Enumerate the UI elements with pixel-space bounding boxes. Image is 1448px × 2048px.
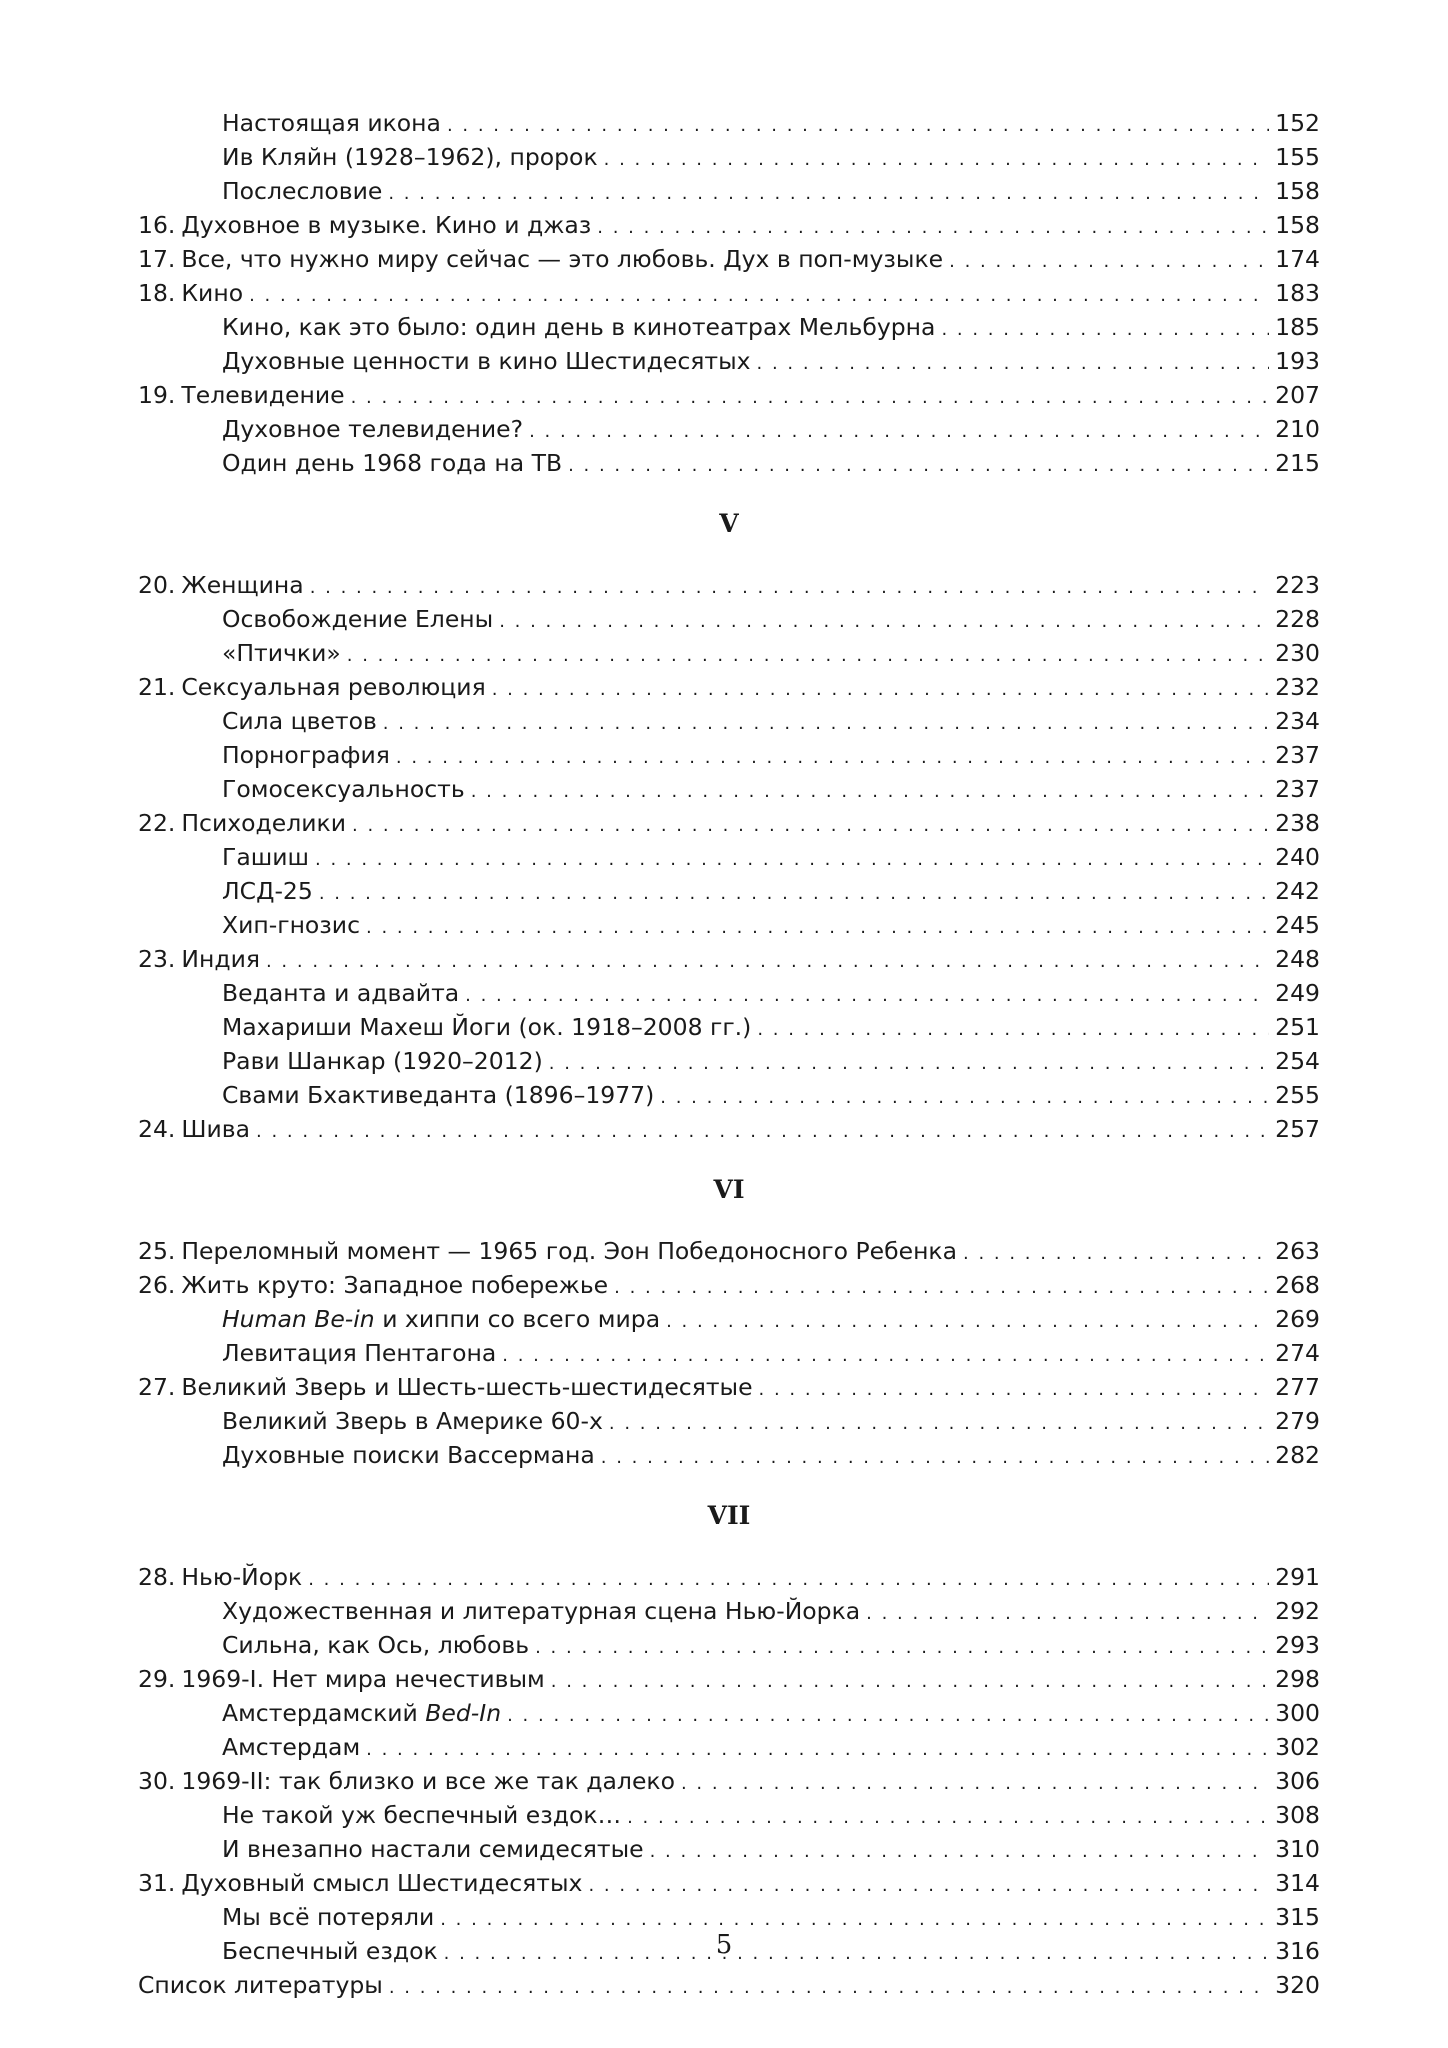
dot-leader [471, 775, 1269, 806]
entry-title [175, 1268, 608, 1302]
entry-title [222, 636, 341, 670]
dot-leader [319, 877, 1269, 908]
dot-leader [551, 1665, 1269, 1696]
part-heading: V [719, 509, 739, 538]
chapter-number: 21. [138, 673, 176, 701]
page-ref: 228 [1275, 605, 1320, 633]
page-ref: 158 [1275, 211, 1320, 239]
toc-subentry[interactable] [138, 1696, 1320, 1730]
dot-leader [389, 1971, 1269, 2002]
page-ref: 310 [1275, 1835, 1320, 1863]
page-ref: 274 [1275, 1339, 1320, 1367]
entry-title-text: Психоделики [181, 809, 346, 837]
entry-title [175, 942, 260, 976]
entry-title-text: Переломный момент — 1965 год. Эон Победоносного Ребенка [181, 1237, 958, 1265]
toc-entry[interactable] [138, 1662, 1320, 1696]
page-ref: 269 [1275, 1305, 1320, 1333]
entry-title [138, 1968, 383, 2002]
page-ref: 232 [1275, 673, 1320, 701]
entry-title-text: 1969-II: так близко и все же так далеко [181, 1767, 675, 1795]
entry-title-text: Освобождение Елены [222, 605, 494, 633]
dot-leader [447, 109, 1269, 140]
toc-entry[interactable] [138, 1112, 1320, 1146]
page-ref: 237 [1275, 775, 1320, 803]
entry-title [222, 412, 523, 446]
page-ref: 282 [1275, 1441, 1320, 1469]
toc-subentry[interactable] [138, 1336, 1320, 1370]
toc-subentry[interactable] [138, 344, 1320, 378]
dot-leader [949, 245, 1269, 276]
entry-title [175, 276, 243, 310]
toc-subentry[interactable] [138, 1438, 1320, 1472]
dot-leader [499, 605, 1269, 636]
toc-entry[interactable] [138, 1866, 1320, 1900]
toc-entry[interactable] [138, 806, 1320, 840]
page-ref: 223 [1275, 571, 1320, 599]
entry-title [222, 1628, 529, 1662]
page-ref: 257 [1275, 1115, 1320, 1143]
entry-title-text: Веданта и адвайта [222, 979, 460, 1007]
toc-subentry[interactable] [138, 1900, 1320, 1934]
page-ref: 152 [1275, 109, 1320, 137]
entry-title-text: Духовный смысл Шестидесятых [181, 1869, 583, 1897]
page-ref: 185 [1275, 313, 1320, 341]
toc-subentry[interactable] [138, 636, 1320, 670]
dot-leader [666, 1305, 1269, 1336]
chapter-number: 27. [138, 1373, 176, 1401]
dot-leader [308, 1563, 1269, 1594]
page-ref: 242 [1275, 877, 1320, 905]
entry-title [222, 874, 313, 908]
entry-title [222, 310, 935, 344]
page-ref: 238 [1275, 809, 1320, 837]
toc-subentry[interactable] [138, 1628, 1320, 1662]
dot-leader [266, 945, 1269, 976]
page-ref: 215 [1275, 449, 1320, 477]
entry-title [222, 1438, 595, 1472]
dot-leader [549, 1047, 1269, 1078]
entry-title [222, 976, 459, 1010]
entry-title-text: Телевидение [181, 381, 345, 409]
entry-title-text: Великий Зверь в Америке 60-х [222, 1407, 603, 1435]
entry-title-text: Свами Бхактиведанта (1896–1977) [222, 1081, 655, 1109]
toc-subentry[interactable] [138, 412, 1320, 446]
entry-title-text: Духовное телевидение? [222, 415, 524, 443]
entry-title [222, 1044, 543, 1078]
toc-subentry[interactable] [138, 602, 1320, 636]
entry-title-text: Левитация Пентагона [222, 1339, 497, 1367]
toc-subentry[interactable] [138, 174, 1320, 208]
entry-title [175, 670, 485, 704]
chapter-number: 26. [138, 1271, 176, 1299]
dot-leader [492, 673, 1269, 704]
page-ref: 308 [1275, 1801, 1320, 1829]
page-ref: 315 [1275, 1903, 1320, 1931]
dot-leader [351, 381, 1270, 412]
entry-title [222, 840, 309, 874]
chapter-number: 25. [138, 1237, 176, 1265]
entry-title-text: Беспечный ездок [222, 1937, 438, 1965]
toc-subentry[interactable] [138, 840, 1320, 874]
entry-title-text: Кино [181, 279, 244, 307]
entry-title-text: Хип-гнозис [222, 911, 360, 939]
entry-title [222, 106, 441, 140]
entry-title-text: Амстердам [222, 1733, 361, 1761]
dot-leader [396, 741, 1269, 772]
table-of-contents [138, 106, 1320, 2002]
entry-title [175, 568, 303, 602]
page-ref: 254 [1275, 1047, 1320, 1075]
entry-title-text: И внезапно настали семидесятые [222, 1835, 644, 1863]
entry-title-text: Порнография [222, 741, 390, 769]
entry-title-text: Женщина [181, 571, 304, 599]
dot-leader [601, 1441, 1269, 1472]
entry-title-text: Рави Шанкар (1920–2012) [222, 1047, 543, 1075]
toc-subentry[interactable] [138, 106, 1320, 140]
chapter-number: 23. [138, 945, 176, 973]
page-ref: 292 [1275, 1597, 1320, 1625]
page-ref: 251 [1275, 1013, 1320, 1041]
page-ref: 158 [1275, 177, 1320, 205]
dot-leader [366, 1733, 1269, 1764]
entry-title [222, 174, 382, 208]
page-ref: 230 [1275, 639, 1320, 667]
toc-entry[interactable] [138, 568, 1320, 602]
entry-title [175, 1764, 675, 1798]
dot-leader [650, 1835, 1270, 1866]
chapter-number: 31. [138, 1869, 176, 1897]
page-ref: 291 [1275, 1563, 1320, 1591]
dot-leader [588, 1869, 1269, 1900]
entry-title [175, 1662, 544, 1696]
entry-title-text: Ив Кляйн (1928–1962), пророк [222, 143, 598, 171]
entry-title-text: Гашиш [222, 843, 310, 871]
toc-subentry[interactable] [138, 446, 1320, 480]
page-ref: 277 [1275, 1373, 1320, 1401]
toc-subentry[interactable] [138, 1404, 1320, 1438]
entry-title [222, 1078, 654, 1112]
dot-leader [614, 1271, 1269, 1302]
entry-title [175, 378, 344, 412]
entry-title [222, 1594, 860, 1628]
entry-title [222, 1798, 621, 1832]
dot-leader [502, 1339, 1269, 1370]
page-ref: 268 [1275, 1271, 1320, 1299]
entry-title [222, 704, 377, 738]
dot-leader [310, 571, 1269, 602]
chapter-number: 19. [138, 381, 176, 409]
entry-title [222, 446, 562, 480]
dot-leader [535, 1631, 1269, 1662]
page-ref: 249 [1275, 979, 1320, 1007]
chapter-number: 18. [138, 279, 176, 307]
toc-subentry[interactable] [138, 772, 1320, 806]
dot-leader [568, 449, 1269, 480]
dot-leader [604, 143, 1270, 174]
entry-title [175, 1370, 752, 1404]
page-ref: 255 [1275, 1081, 1320, 1109]
chapter-number: 20. [138, 571, 176, 599]
dot-leader [366, 911, 1269, 942]
entry-title [175, 1234, 957, 1268]
dot-leader [256, 1115, 1269, 1146]
toc-subentry[interactable] [138, 874, 1320, 908]
page-ref: 248 [1275, 945, 1320, 973]
dot-leader [383, 707, 1269, 738]
entry-title-text: ЛСД-25 [222, 877, 313, 905]
toc-subentry[interactable] [138, 310, 1320, 344]
toc-entry[interactable] [138, 1370, 1320, 1404]
dot-leader [660, 1081, 1269, 1112]
toc-entry[interactable] [138, 378, 1320, 412]
toc-entry[interactable] [138, 208, 1320, 242]
entry-title [222, 1010, 751, 1044]
entry-title-text: 1969-I. Нет мира нечестивым [181, 1665, 545, 1693]
dot-leader [347, 639, 1269, 670]
entry-title-text: Амстердамский [222, 1699, 426, 1727]
entry-title [222, 1404, 603, 1438]
entry-title-text: Гомосексуальность [222, 775, 465, 803]
entry-title [222, 908, 360, 942]
entry-title-text: Сильна, как Ось, любовь [222, 1631, 530, 1659]
dot-leader [941, 313, 1269, 344]
dot-leader [681, 1767, 1269, 1798]
toc-entry[interactable] [138, 1560, 1320, 1594]
part-heading: VI [713, 1175, 745, 1204]
page-ref: 183 [1275, 279, 1320, 307]
page-ref: 298 [1275, 1665, 1320, 1693]
chapter-number: 24. [138, 1115, 176, 1143]
page-ref: 210 [1275, 415, 1320, 443]
chapter-number: 16. [138, 211, 176, 239]
page-ref: 245 [1275, 911, 1320, 939]
entry-title-text: Не такой уж беспечный ездок… [222, 1801, 622, 1829]
toc-entry[interactable] [138, 1968, 1320, 2002]
entry-title [222, 140, 598, 174]
toc-subentry[interactable] [138, 1798, 1320, 1832]
entry-title-text: Мы всё потеряли [222, 1903, 435, 1931]
entry-title [222, 344, 751, 378]
entry-title [175, 208, 591, 242]
page-ref: 193 [1275, 347, 1320, 375]
entry-title-italic: Bed-In [425, 1699, 502, 1727]
page-ref: 293 [1275, 1631, 1320, 1659]
dot-leader [388, 177, 1269, 208]
page-ref: 237 [1275, 741, 1320, 769]
entry-title [175, 806, 346, 840]
entry-title-text: Сила цветов [222, 707, 377, 735]
entry-title-text: Духовные ценности в кино Шестидесятых [222, 347, 751, 375]
page-ref: 174 [1275, 245, 1320, 273]
toc-subentry[interactable] [138, 1302, 1320, 1336]
entry-title [222, 1832, 644, 1866]
page-ref: 263 [1275, 1237, 1320, 1265]
dot-leader [249, 279, 1269, 310]
toc-entry[interactable] [138, 1268, 1320, 1302]
entry-title [222, 1302, 660, 1336]
toc-entry[interactable] [138, 276, 1320, 310]
entry-title [222, 1696, 501, 1730]
toc-subentry[interactable] [138, 140, 1320, 174]
chapter-number: 30. [138, 1767, 176, 1795]
entry-title-text: Великий Зверь и Шесть-шесть-шестидесятые [181, 1373, 753, 1401]
part-heading: VII [707, 1501, 751, 1530]
entry-title-text: Махариши Махеш Йоги (ок. 1918–2008 гг.) [222, 1013, 752, 1041]
toc-subentry[interactable] [138, 1730, 1320, 1764]
dot-leader [315, 843, 1269, 874]
entry-title-text: Кино, как это было: один день в кинотеатрах Мельбурна [222, 313, 936, 341]
toc-subentry[interactable] [138, 1078, 1320, 1112]
dot-leader [597, 211, 1269, 242]
page-ref: 207 [1275, 381, 1320, 409]
dot-leader [757, 1013, 1269, 1044]
dot-leader [609, 1407, 1269, 1438]
entry-title-text: Нью-Йорк [181, 1563, 303, 1591]
page-ref: 306 [1275, 1767, 1320, 1795]
toc-subentry[interactable] [138, 1832, 1320, 1866]
entry-title-text: Духовные поиски Вассермана [222, 1441, 595, 1469]
page-number: 5 [715, 1930, 733, 1960]
chapter-number: 22. [138, 809, 176, 837]
entry-title [175, 1112, 250, 1146]
entry-title [175, 242, 943, 276]
toc-subentry[interactable] [138, 1044, 1320, 1078]
toc-entry[interactable] [138, 1234, 1320, 1268]
toc-entry[interactable] [138, 1764, 1320, 1798]
dot-leader [465, 979, 1269, 1010]
entry-title-text: Духовное в музыке. Кино и джаз [181, 211, 592, 239]
entry-title-text: Художественная и литературная сцена Нью-Йорка [222, 1597, 861, 1625]
toc-subentry[interactable] [138, 1594, 1320, 1628]
dot-leader [507, 1699, 1269, 1730]
chapter-number: 29. [138, 1665, 176, 1693]
entry-title [222, 1336, 496, 1370]
entry-title [222, 602, 493, 636]
page-ref: 316 [1275, 1937, 1320, 1965]
entry-title-text: Индия [181, 945, 260, 973]
entry-title-text: Один день 1968 года на ТВ [222, 449, 563, 477]
dot-leader [352, 809, 1269, 840]
toc-subentry[interactable] [138, 976, 1320, 1010]
page-ref: 300 [1275, 1699, 1320, 1727]
dot-leader [759, 1373, 1270, 1404]
entry-title-text: и хиппи со всего мира [374, 1305, 661, 1333]
entry-title-text: Список литературы [138, 1971, 383, 1999]
entry-title [222, 772, 465, 806]
page-ref: 240 [1275, 843, 1320, 871]
entry-title [175, 1560, 302, 1594]
toc-subentry[interactable] [138, 908, 1320, 942]
toc-subentry[interactable] [138, 738, 1320, 772]
entry-title [222, 738, 390, 772]
entry-title-text: Жить круто: Западное побережье [181, 1271, 609, 1299]
page-ref: 279 [1275, 1407, 1320, 1435]
page-ref: 234 [1275, 707, 1320, 735]
toc-subentry[interactable] [138, 1010, 1320, 1044]
entry-title [222, 1730, 360, 1764]
entry-title-text: Сексуальная революция [181, 673, 486, 701]
entry-title-text: Послесловие [222, 177, 383, 205]
entry-title-text: Все, что нужно миру сейчас — это любовь. Дух в поп-музыке [181, 245, 944, 273]
toc-entry[interactable] [138, 242, 1320, 276]
entry-title [175, 1866, 582, 1900]
entry-title-italic: Human Be-in [222, 1305, 375, 1333]
chapter-number: 28. [138, 1563, 176, 1591]
entry-title-text: Шива [181, 1115, 251, 1143]
dot-leader [529, 415, 1269, 446]
entry-title-text: Настоящая икона [222, 109, 441, 137]
dot-leader [757, 347, 1270, 378]
page-ref: 320 [1275, 1971, 1320, 1999]
toc-entry[interactable] [138, 942, 1320, 976]
entry-title [222, 1900, 434, 1934]
chapter-number: 17. [138, 245, 176, 273]
dot-leader [627, 1801, 1269, 1832]
page-ref: 314 [1275, 1869, 1320, 1897]
toc-subentry[interactable] [138, 704, 1320, 738]
page-ref: 155 [1275, 143, 1320, 171]
entry-title-text: «Птички» [222, 639, 341, 667]
dot-leader [963, 1237, 1269, 1268]
dot-leader [866, 1597, 1269, 1628]
toc-entry[interactable] [138, 670, 1320, 704]
page-ref: 302 [1275, 1733, 1320, 1761]
